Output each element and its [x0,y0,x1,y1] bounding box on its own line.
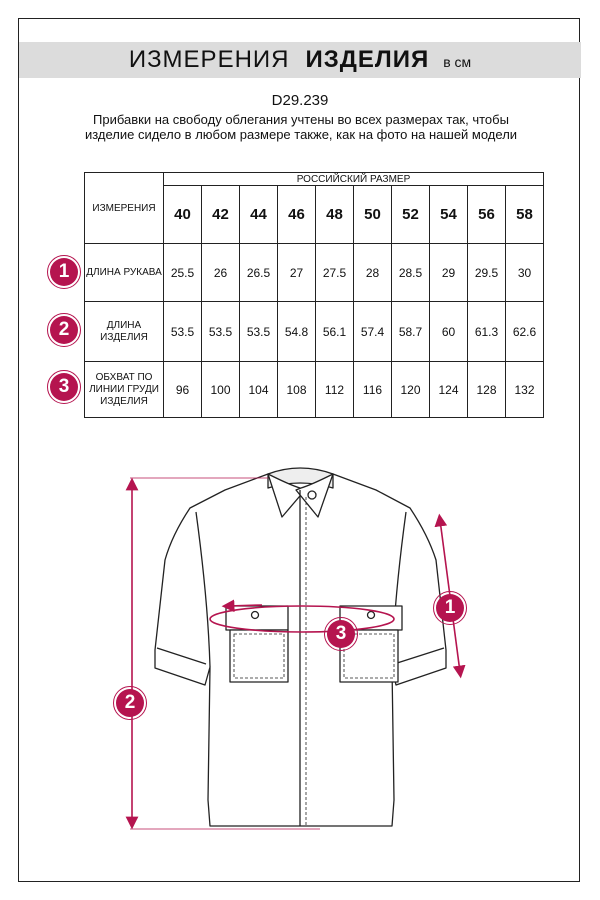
value-cell: 100 [202,362,240,418]
value-cell: 53.5 [240,302,278,362]
value-cell: 27.5 [316,244,354,302]
row-marker-2: 2 [50,316,78,344]
size-cell: 40 [164,186,202,244]
diagram-marker-chest: 3 [327,620,355,648]
measure-header: ИЗМЕРЕНИЯ [85,173,164,244]
value-cell: 104 [240,362,278,418]
size-cell: 58 [506,186,544,244]
size-cell: 50 [354,186,392,244]
value-cell: 53.5 [164,302,202,362]
collar-button [308,491,316,499]
value-cell: 120 [392,362,430,418]
fit-note: Прибавки на свободу облегания учтены во всех размерах так, чтобы изделие сидело в любом размере также, как на фото на нашей модели [84,112,518,142]
value-cell: 60 [430,302,468,362]
value-cell: 61.3 [468,302,506,362]
value-cell: 116 [354,362,392,418]
product-code: D29.239 [271,92,329,109]
value-cell: 26.5 [240,244,278,302]
value-cell: 62.6 [506,302,544,362]
value-cell: 56.1 [316,302,354,362]
size-cell: 46 [278,186,316,244]
size-cell: 54 [430,186,468,244]
row-marker-1: 1 [50,258,78,286]
value-cell: 128 [468,362,506,418]
value-cell: 25.5 [164,244,202,302]
value-cell: 96 [164,362,202,418]
value-cell: 112 [316,362,354,418]
size-cell: 42 [202,186,240,244]
value-cell: 30 [506,244,544,302]
value-cell: 54.8 [278,302,316,362]
size-cell: 48 [316,186,354,244]
value-cell: 53.5 [202,302,240,362]
chest-arrow [228,605,262,606]
row-label: ДЛИНА ИЗДЕЛИЯ [85,302,164,362]
value-cell: 57.4 [354,302,392,362]
value-cell: 28.5 [392,244,430,302]
row-label: ДЛИНА РУКАВА [85,244,164,302]
value-cell: 29 [430,244,468,302]
size-cell: 52 [392,186,430,244]
value-cell: 28 [354,244,392,302]
title-regular: ИЗМЕРЕНИЯ [128,46,290,73]
size-cell: 44 [240,186,278,244]
title-bold: ИЗДЕЛИЯ [305,46,430,73]
diagram-marker-length: 2 [116,689,144,717]
row-marker-3: 3 [50,373,78,401]
size-cell: 56 [468,186,506,244]
title-unit: в см [443,54,472,70]
value-cell: 26 [202,244,240,302]
right-pocket-button [368,612,375,619]
row-label: ОБХВАТ ПО ЛИНИИ ГРУДИ ИЗДЕЛИЯ [85,362,164,418]
value-cell: 29.5 [468,244,506,302]
left-pocket [230,630,288,682]
value-cell: 58.7 [392,302,430,362]
value-cell: 124 [430,362,468,418]
value-cell: 132 [506,362,544,418]
size-system-header: РОССИЙСКИЙ РАЗМЕР [164,173,544,186]
value-cell: 27 [278,244,316,302]
value-cell: 108 [278,362,316,418]
diagram-marker-sleeve: 1 [436,594,464,622]
left-pocket-button [252,612,259,619]
